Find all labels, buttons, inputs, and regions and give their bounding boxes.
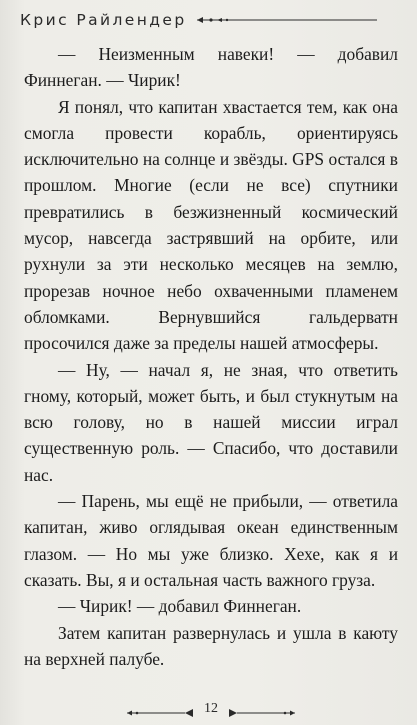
paragraph: Затем капитан развернулась и ушла в каюту на верхней палубе. <box>24 622 398 669</box>
body-text <box>24 41 398 672</box>
paragraph: — Чирик! — добавил Финнеган. <box>58 596 302 617</box>
header-ornament-icon <box>197 15 377 25</box>
page-footer <box>0 698 417 720</box>
footer-ornament-right-icon <box>229 705 295 723</box>
author-name: Крис Райлендер <box>20 11 187 29</box>
footer-ornament-left-icon <box>127 705 193 723</box>
paragraph: — Парень, мы ещё не прибыли, — ответила капитан, живо оглядывая океан единственным глазом. — Но мы уже близко. Хехе, как я и сказать. Вы, я и остальная часть важного груза. <box>24 491 398 590</box>
paragraph: — Неизменным навеки! — добавил Финнеган. — Чирик! <box>24 44 398 91</box>
page-number: 12 <box>204 701 218 716</box>
paragraph: — Ну, — начал я, не зная, что ответить гному, который, может быть, и был стукнутым на всю голову, но в нашей миссии играл существенную роль. — Спасибо, что доставили нас. <box>24 359 398 485</box>
paragraph: Я понял, что капитан хвастается тем, как она смогла провести корабль, ориентируясь исключительно на солнце и звёзды. GPS остался в прошлом. Многие (если не все) спутники превратились в безжизненный космический мусор, навсегда застрявший на орбите, или рухнули за эти несколько месяцев на землю, прорезав ночное небо охваченными пламенем обломками. Вернувшийся гальдерватн просочился даже за пределы нашей атмосферы. <box>24 96 398 354</box>
running-header <box>20 8 410 32</box>
